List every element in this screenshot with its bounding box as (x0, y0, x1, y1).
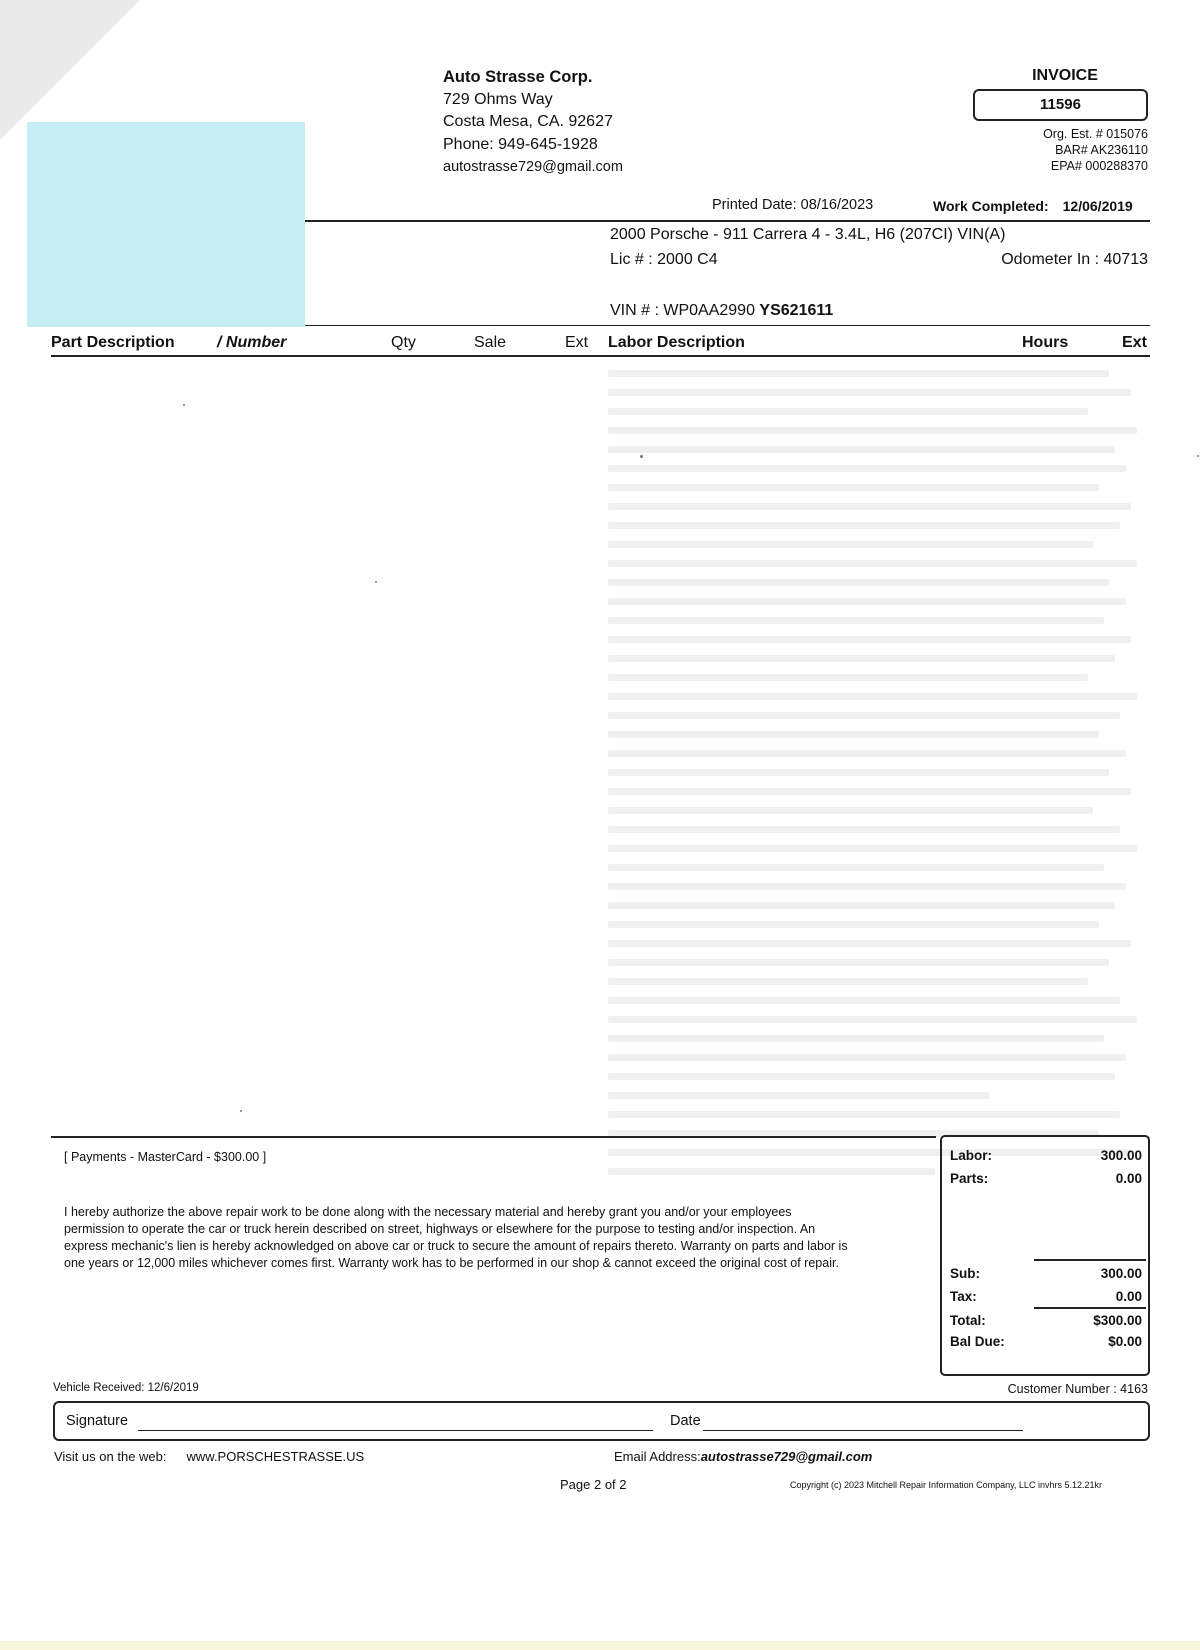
company-name: Auto Strasse Corp. (443, 68, 593, 86)
col-ext: Ext (565, 334, 589, 351)
signature-box (53, 1401, 1150, 1441)
email-label: Email Address: (614, 1449, 701, 1464)
totals-box (940, 1135, 1150, 1376)
website-label: Visit us on the web: (54, 1449, 167, 1464)
sub-label: Sub: (950, 1266, 980, 1281)
copyright-notice: Copyright (c) 2023 Mitchell Repair Information Company, LLC invhrs 5.12.21kr (790, 1480, 1102, 1490)
folded-corner (0, 0, 140, 140)
subtotal-separator (1034, 1259, 1146, 1261)
balance-due-label: Bal Due: (950, 1334, 1005, 1349)
vehicle-description: 2000 Porsche - 911 Carrera 4 - 3.4L, H6 (207CI) VIN(A) (610, 226, 1006, 243)
payments-note: [ Payments - MasterCard - $300.00 ] (64, 1150, 267, 1164)
page-number: Page 2 of 2 (560, 1477, 627, 1492)
work-completed (933, 198, 1133, 214)
col-labor-description: Labor Description (608, 334, 745, 351)
scan-speck (240, 1110, 242, 1112)
vin-prefix: VIN # : WP0AA2990 (610, 302, 755, 319)
company-phone: Phone: 949-645-1928 (443, 135, 598, 153)
col-hours: Hours (1022, 334, 1069, 351)
signature-line (138, 1430, 653, 1431)
company-city: Costa Mesa, CA. 92627 (443, 113, 613, 130)
col-number: / Number (217, 334, 287, 351)
items-bottom-divider (51, 1136, 936, 1138)
labor-amount: 300.00 (1100, 1148, 1142, 1163)
vehicle-received: Vehicle Received: 12/6/2019 (53, 1382, 199, 1394)
license-plate: Lic # : 2000 C4 (610, 251, 718, 268)
col-sale: Sale (474, 334, 507, 351)
work-completed-value: 12/06/2019 (1062, 198, 1133, 214)
invoice-number: 11596 (973, 89, 1148, 121)
total-label: Total: (950, 1313, 986, 1328)
signature-label: Signature (66, 1413, 129, 1429)
website-url[interactable]: www.PORSCHESTRASSE.US (186, 1449, 365, 1464)
tax-amount: 0.00 (1115, 1289, 1142, 1304)
epa-number: EPA# 000288370 (1050, 159, 1148, 173)
license-numbers (960, 126, 1148, 174)
company-street: 729 Ohms Way (443, 90, 553, 108)
email-line (614, 1449, 872, 1464)
odometer-in: Odometer In : 40713 (1001, 251, 1148, 268)
col-part-description: Part Description (51, 334, 175, 351)
col-qty: Qty (391, 334, 416, 351)
date-label: Date (670, 1413, 701, 1429)
sub-amount: 300.00 (1100, 1266, 1142, 1281)
total-amount: $300.00 (1093, 1313, 1142, 1328)
parts-amount: 0.00 (1115, 1171, 1142, 1186)
col-labor-ext: Ext (1122, 334, 1147, 351)
balance-due-amount: $0.00 (1108, 1334, 1142, 1349)
invoice-title: INVOICE (1032, 67, 1098, 84)
customer-number: Customer Number : 4163 (1007, 1382, 1148, 1396)
company-block (443, 66, 623, 179)
scan-speck (183, 404, 185, 406)
website-line (54, 1449, 364, 1464)
email-address[interactable]: autostrasse729@gmail.com (700, 1449, 873, 1464)
scan-speck (375, 581, 377, 583)
company-email: autostrasse729@gmail.com (443, 159, 623, 175)
labor-label: Labor: (950, 1148, 992, 1163)
work-completed-label: Work Completed: (933, 198, 1049, 214)
bar-number: BAR# AK236110 (1055, 143, 1148, 157)
column-header-divider (51, 355, 1150, 357)
vin (610, 302, 833, 320)
faded-labor-text (608, 370, 1153, 1230)
scan-edge-tint (0, 1641, 1200, 1650)
tax-label: Tax: (950, 1289, 977, 1304)
printed-date: Printed Date: 08/16/2023 (712, 197, 874, 213)
vin-suffix: YS621611 (759, 302, 834, 319)
org-est: Org. Est. # 015076 (1043, 127, 1148, 141)
redacted-customer-info (27, 122, 305, 327)
scan-speck (640, 455, 643, 458)
authorization-text: I hereby authorize the above repair work to be done along with the necessary material and hereby grant you and/or your employees permission to operate the car or truck herein described on street, highways or elsewhere for the purpose to testing and/or inspection. An express mechanic's lien is hereby acknowledged on above car or truck to secure the amount of repairs thereto. Warranty on parts and labor is one years or 12,000 miles whichever comes first. Warranty work has to be performed in our shop & cannot exceed the original cost of repair. (64, 1205, 848, 1270)
header-divider (305, 220, 1150, 222)
date-line (703, 1430, 1023, 1431)
total-separator (1034, 1307, 1146, 1309)
parts-label: Parts: (950, 1171, 989, 1186)
scan-speck (1197, 455, 1199, 457)
vehicle-divider (305, 325, 1150, 326)
